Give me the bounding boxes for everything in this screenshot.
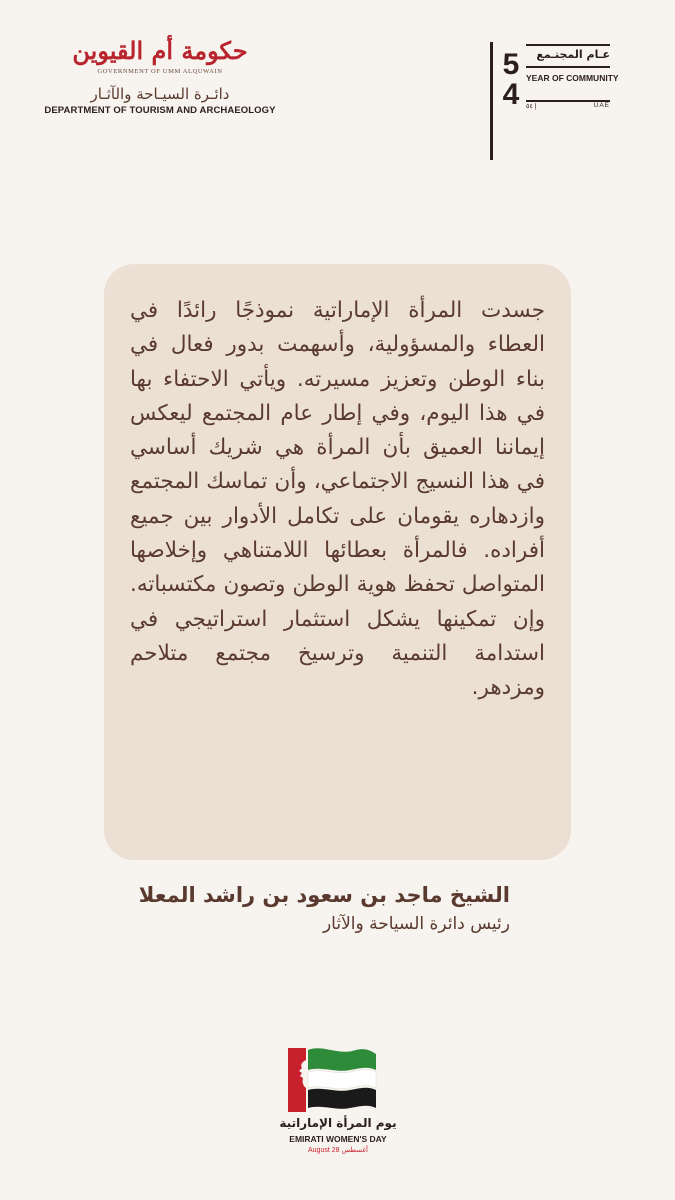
womens-day-title-arabic: يوم المرأة الإماراتية bbox=[279, 1116, 397, 1130]
year-logo-divider bbox=[526, 66, 610, 68]
government-calligraphy: حكومة أم القيوين bbox=[72, 36, 248, 65]
government-name-latin: GOVERNMENT OF UMM ALQUWAIN bbox=[97, 68, 223, 75]
year-logo-footer-mid: إ ٥٤ bbox=[526, 103, 537, 110]
department-name-english: DEPARTMENT OF TOURISM AND ARCHAEOLOGY bbox=[44, 105, 276, 116]
quote-card bbox=[104, 264, 571, 860]
quote-text: جسدت المرأة الإماراتية نموذجًا رائدًا في العطاء والمسؤولية، وأسهمت بدور فعال في بناء الوطن وتعزيز مسيرته. ويأتي الاحتفاء بها في هذا اليوم، وفي إطار عام المجتمع ليعكس إيماننا العميق بأن المرأة هي شريك أساسي في هذا النسيج الاجتماعي، وأن تماسك المجتمع وازدهاره يقومان على تكامل الأدوار بين جميع أفراده. فالمرأة بعطائها اللامتناهي وإخلاصها المتواصل تحفظ هوية الوطن وتصون مكتسباته. وإن تمكينها يشكل استثمار استراتيجي في استدامة التنمية وترسيخ مجتمع متلاحم ومزدهر. bbox=[130, 298, 545, 701]
womens-day-date: August 28 أغسطس bbox=[308, 1147, 368, 1154]
year-of-community-logo bbox=[490, 42, 620, 162]
quote-attribution bbox=[130, 880, 510, 936]
year-logo-footer bbox=[526, 102, 610, 116]
year-logo-digit-bottom: 4 bbox=[502, 78, 520, 111]
department-name-arabic: دائـرة السيـاحة والآثـار bbox=[90, 85, 230, 103]
author-name: الشيخ ماجد بن سعود بن راشد المعلا bbox=[138, 883, 510, 907]
womens-day-title-english: EMIRATI WOMEN'S DAY bbox=[289, 1134, 387, 1144]
author-title: رئيس دائرة السياحة والآثار bbox=[322, 914, 510, 934]
year-logo-bar bbox=[490, 42, 493, 160]
year-logo-title-english: YEAR OF COMMUNITY bbox=[526, 73, 619, 83]
emirati-womens-day-logo bbox=[278, 1040, 398, 1160]
year-logo-footer-uae: UAE bbox=[593, 102, 610, 109]
year-logo-title-arabic: عـام المجتـمع bbox=[536, 48, 610, 61]
year-logo-title-box bbox=[526, 44, 619, 102]
flag-profile-icon bbox=[278, 1040, 398, 1120]
department-logo bbox=[40, 38, 280, 116]
year-logo-digit-top: 5 bbox=[502, 48, 520, 81]
